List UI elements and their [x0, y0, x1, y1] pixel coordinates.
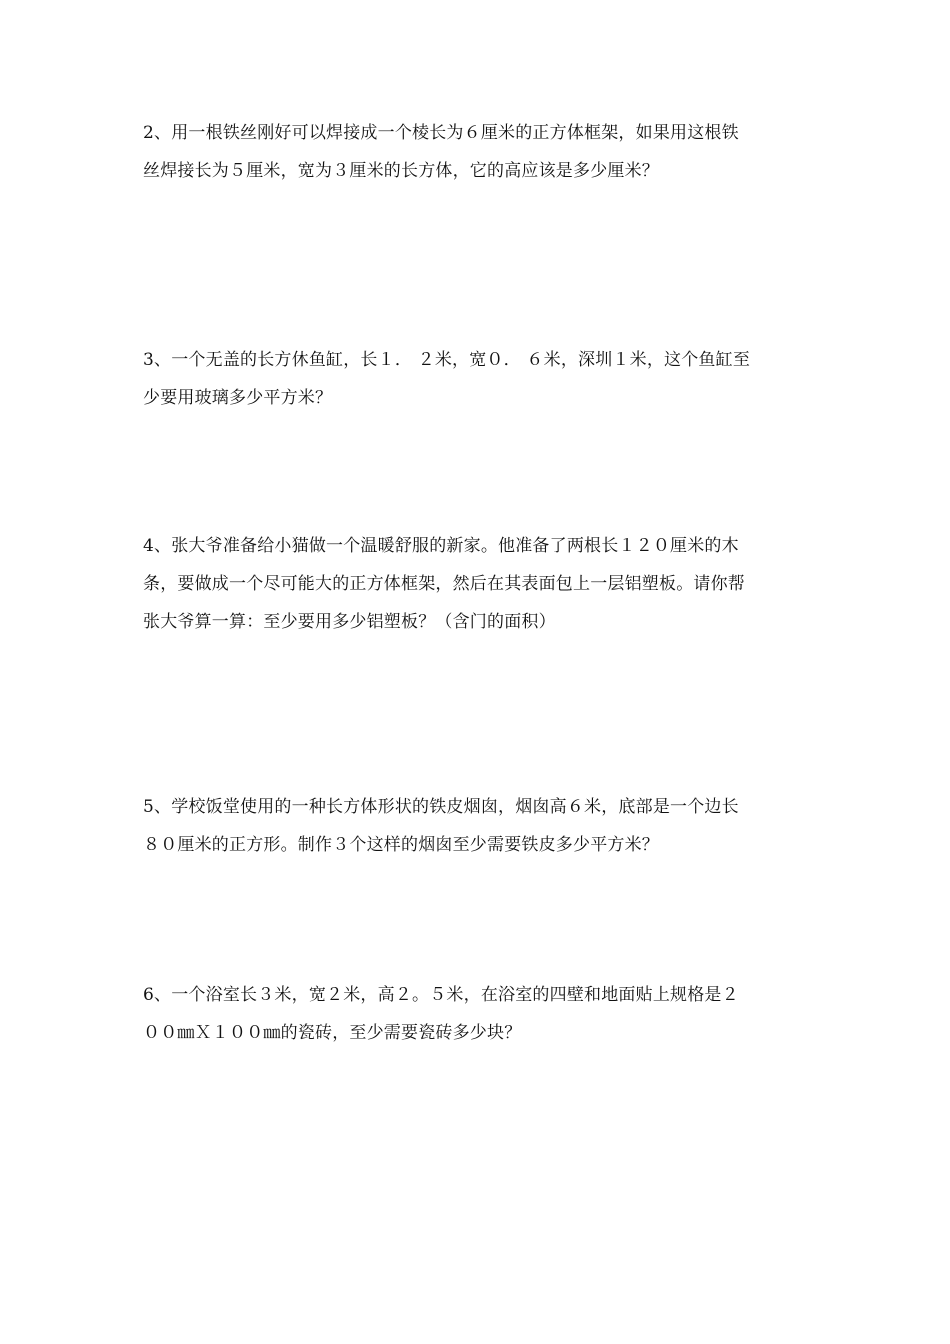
question-3-line-1: 3、一个无盖的长方休鱼缸，长１． ２米，宽０． ６米，深圳１米，这个鱼缸至: [143, 350, 751, 370]
question-6: [143, 976, 811, 1052]
question-4-line-3: 张大爷算一算：至少要用多少铝塑板？（含门的面积）: [143, 612, 556, 632]
question-6-line-2: ００㎜Ｘ１００㎜的瓷砖，至少需要瓷砖多少块？: [143, 1023, 522, 1043]
question-6-line-1: 6、一个浴室长３米，宽２米，高２。５米，在浴室的四壁和地面贴上规格是２: [143, 985, 739, 1005]
question-4: [143, 527, 811, 641]
question-3-line-2: 少要用玻璃多少平方米？: [143, 388, 333, 408]
question-4-line-1: 4、张大爷准备给小猫做一个温暖舒服的新家。他准备了两根长１２０厘米的木: [143, 536, 739, 556]
question-5: [143, 788, 811, 864]
question-3: [143, 341, 811, 417]
question-2-line-2: 丝焊接长为５厘米，宽为３厘米的长方体，它的高应该是多少厘米？: [143, 161, 659, 181]
question-5-line-2: ８０厘米的正方形。制作３个这样的烟囱至少需要铁皮多少平方米？: [143, 835, 659, 855]
question-5-line-1: 5、学校饭堂使用的一种长方体形状的铁皮烟囱，烟囱高６米，底部是一个边长: [143, 797, 739, 817]
question-4-line-2: 条，要做成一个尽可能大的正方体框架，然后在其表面包上一层铝塑板。请你帮: [143, 574, 745, 594]
question-2: [143, 114, 811, 190]
question-2-line-1: 2、用一根铁丝刚好可以焊接成一个棱长为６厘米的正方体框架，如果用这根铁: [143, 123, 739, 143]
